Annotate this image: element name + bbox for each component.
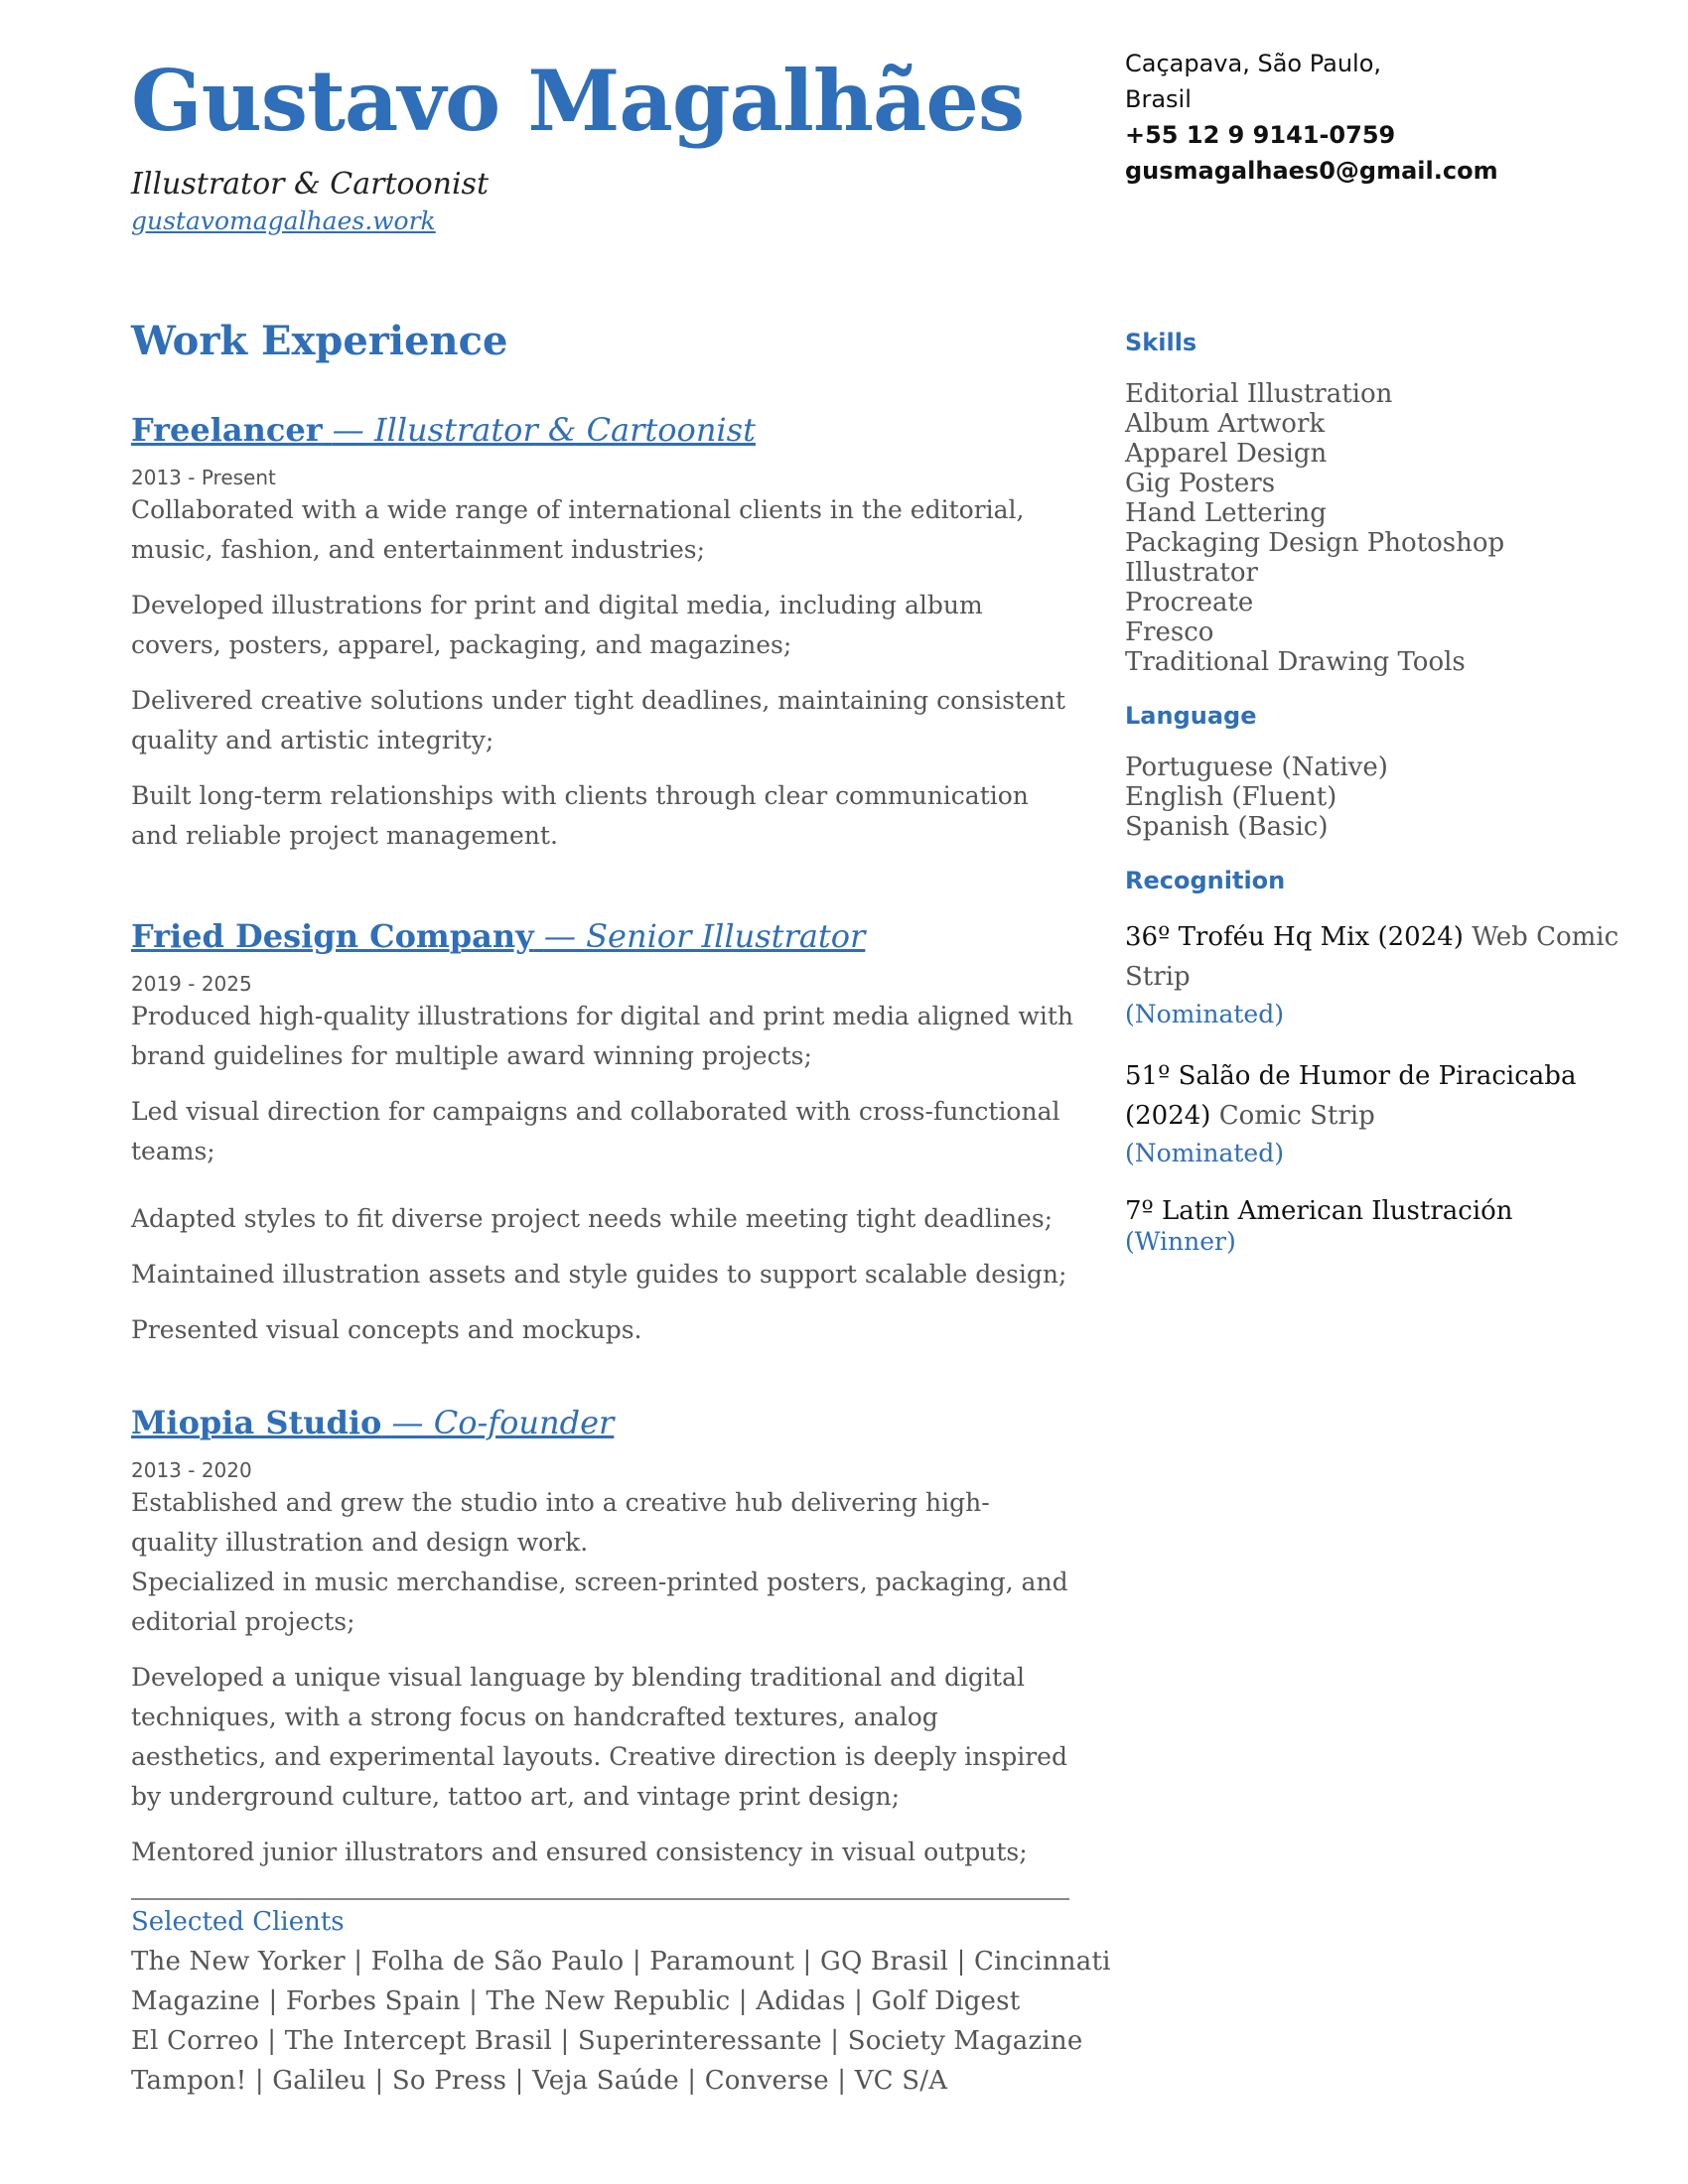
recognition-title: Recognition: [1125, 867, 1286, 894]
job-bullet: Produced high-quality illustrations for digital and print media aligned with brand guidelines for multiple award winning projects;: [131, 1002, 1073, 1070]
skill-item: Procreate: [1125, 588, 1254, 617]
location-line-1: Caçapava, São Paulo,: [1125, 50, 1382, 77]
job-bullet: Led visual direction for campaigns and collaborated with cross-functional teams;: [131, 1097, 1060, 1165]
job-fried-design: [131, 915, 1074, 1350]
work-experience-title: Work Experience: [131, 318, 508, 364]
skill-item: Fresco: [1125, 617, 1214, 647]
recognition-status: (Nominated): [1125, 1000, 1284, 1028]
language-item: English (Fluent): [1125, 782, 1337, 812]
job-bullet: Developed illustrations for print and digital media, including album covers, posters, apparel, packaging, and magazines;: [131, 591, 983, 659]
job-bullet: Built long-term relationships with clients through clear communication and reliable project management.: [131, 781, 1029, 850]
recognition-text: [1125, 1195, 1641, 1227]
skill-item: Illustrator: [1125, 558, 1258, 588]
recognition-item: [1125, 917, 1641, 1032]
job-freelancer: [131, 409, 1074, 856]
job-bullet: Maintained illustration assets and style guides to support scalable design;: [131, 1260, 1067, 1289]
language-item: Spanish (Basic): [1125, 812, 1329, 842]
skills-title: Skills: [1125, 329, 1197, 356]
job-bullet: Delivered creative solutions under tight deadlines, maintaining consistent quality and artistic integrity;: [131, 686, 1065, 754]
skill-item: Hand Lettering: [1125, 498, 1327, 528]
skill-item: Editorial Illustration: [1125, 379, 1393, 409]
job-company: Miopia Studio: [131, 1404, 382, 1441]
language-list: [1125, 752, 1641, 842]
language-item: Portuguese (Native): [1125, 752, 1388, 782]
candidate-name: Gustavo Magalhães: [131, 52, 1025, 150]
job-dates: 2013 - Present: [131, 466, 276, 489]
job-position: — Senior Illustrator: [543, 917, 866, 955]
job-company: Fried Design Company: [131, 917, 534, 955]
job-bullet: Developed a unique visual language by blending traditional and digital techniques, with a strong focus on handcrafted textures, analog aesthetics, and experimental layouts. Creative direction is deeply inspired by underground culture, tattoo art, and vintage print design;: [131, 1663, 1067, 1811]
job-position: — Co-founder: [391, 1404, 615, 1441]
recognition-name: 51º Salão de Humor de Piracicaba (2024): [1125, 1061, 1577, 1131]
job-bullet: Mentored junior illustrators and ensured consistency in visual outputs;: [131, 1838, 1028, 1866]
skill-item: Traditional Drawing Tools: [1125, 647, 1466, 677]
selected-clients-section: [131, 1902, 1111, 2101]
clients-line: The New Yorker | Folha de São Paulo | Paramount | GQ Brasil | Cincinnati: [131, 1947, 1111, 1977]
job-title: [131, 409, 1074, 451]
recognition-category: Web Comic Strip: [1125, 922, 1619, 992]
contact-block: [1125, 46, 1641, 189]
job-company: Freelancer: [131, 411, 323, 449]
recognition-status: (Winner): [1125, 1227, 1236, 1256]
selected-clients-title: Selected Clients: [131, 1907, 345, 1937]
clients-line: El Correo | The Intercept Brasil | Superinteressante | Society Magazine: [131, 2026, 1083, 2056]
clients-line: Magazine | Forbes Spain | The New Republic | Adidas | Golf Digest: [131, 1986, 1021, 2016]
candidate-role: Illustrator & Cartoonist: [131, 167, 489, 202]
sidebar: [1125, 328, 1641, 1281]
skill-item: Gig Posters: [1125, 469, 1276, 498]
job-title: [131, 1402, 1074, 1443]
job-bullet: Adapted styles to fit diverse project needs while meeting tight deadlines;: [131, 1204, 1054, 1233]
job-bullet: Specialized in music merchandise, screen-printed posters, packaging, and editorial projects;: [131, 1568, 1068, 1636]
job-title: [131, 915, 1074, 957]
skills-list: [1125, 379, 1641, 677]
recognition-text: [1125, 917, 1641, 997]
job-dates: 2019 - 2025: [131, 972, 252, 996]
phone-number: +55 12 9 9141-0759: [1125, 121, 1396, 149]
job-position: — Illustrator & Cartoonist: [332, 411, 756, 449]
recognition-text: [1125, 1056, 1641, 1136]
clients-line: Tampon! | Galileu | So Press | Veja Saúde | Converse | VC S/A: [131, 2066, 948, 2096]
job-miopia-studio: [131, 1402, 1074, 1872]
recognition-name: 7º Latin American Ilustración: [1125, 1196, 1513, 1226]
clients-divider: [131, 1898, 1069, 1900]
job-dates: 2013 - 2020: [131, 1458, 252, 1482]
email-address: gusmagalhaes0@gmail.com: [1125, 157, 1498, 185]
recognition-status: (Nominated): [1125, 1139, 1284, 1167]
recognition-name: 36º Troféu Hq Mix (2024): [1125, 922, 1464, 952]
language-title: Language: [1125, 702, 1257, 730]
recognition-item: [1125, 1056, 1641, 1171]
skill-item: Packaging Design Photoshop: [1125, 528, 1505, 558]
skill-item: Album Artwork: [1125, 409, 1326, 439]
location-line-2: Brasil: [1125, 85, 1192, 113]
job-bullet: Collaborated with a wide range of international clients in the editorial, music, fashion, and entertainment industries;: [131, 495, 1025, 564]
job-bullet: Established and grew the studio into a creative hub delivering high-quality illustration and design work.: [131, 1488, 990, 1557]
recognition-item: [1125, 1195, 1641, 1257]
website-link[interactable]: gustavomagalhaes.work: [131, 206, 436, 235]
recognition-category: Comic Strip: [1218, 1101, 1375, 1131]
job-bullet: Presented visual concepts and mockups.: [131, 1315, 642, 1344]
work-experience-section: [131, 316, 1074, 1912]
skill-item: Apparel Design: [1125, 439, 1328, 469]
